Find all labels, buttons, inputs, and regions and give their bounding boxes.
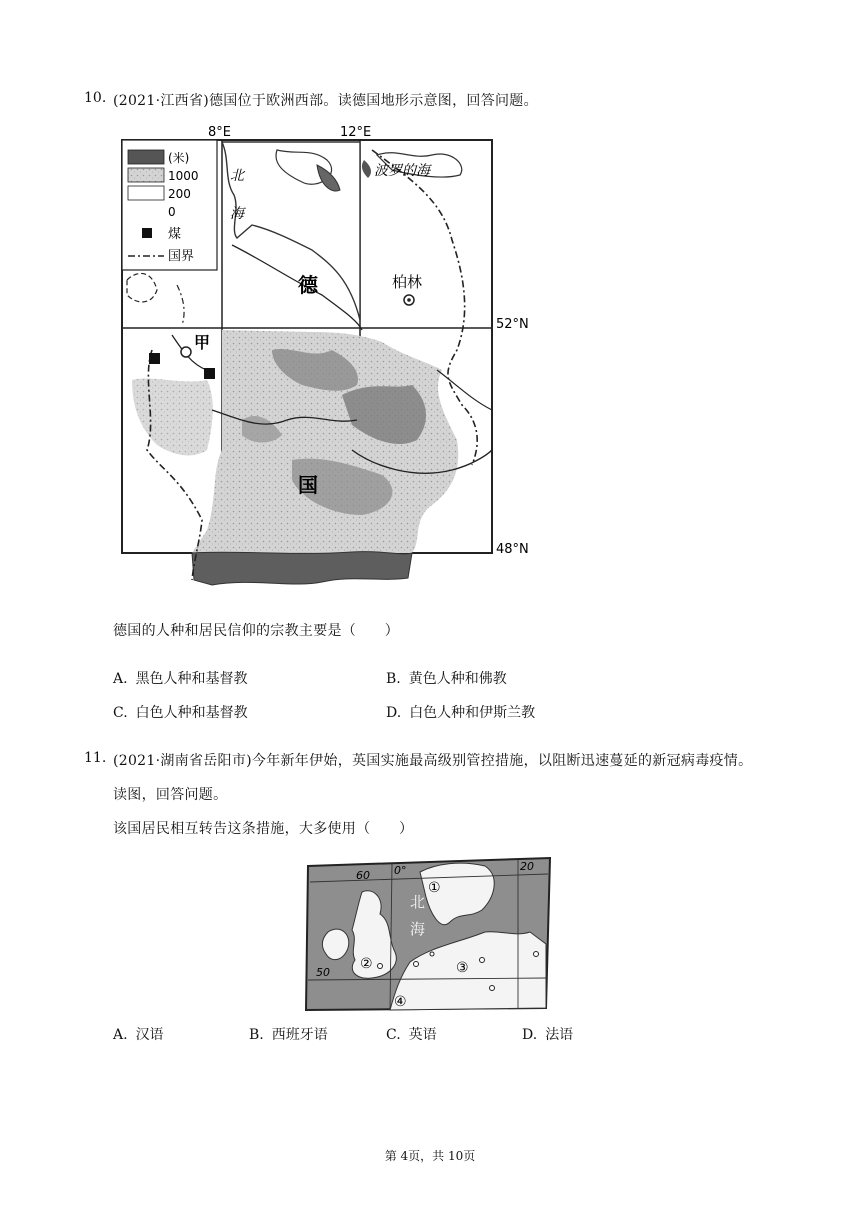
question-11-stem-2: 读图，回答问题。 [113,787,228,803]
marker-1: ① [428,880,441,896]
north-sea-label-2: 海 [230,206,244,222]
q10-option-c[interactable] [113,702,248,722]
coal-mine-icon [204,368,215,379]
marker-4: ④ [394,994,407,1010]
option-letter: C. [386,1027,401,1043]
option-text: 白色人种和基督教 [135,705,248,721]
question-11-stem: (2021·湖南省岳阳市)今年新年伊始，英国实施最高级别管控措施，以阻断迅速蔓延的新冠病毒疫情。 [113,753,753,769]
grid-label-20: 20 [520,860,534,873]
lon-label-8e: 8°E [208,125,231,140]
option-text: 法语 [545,1027,574,1043]
option-letter: D. [386,705,402,721]
country-label-guo: 国 [298,473,318,497]
berlin-label: 柏林 [392,273,423,291]
grid-label-0: 0° [394,864,407,877]
map-legend [122,140,217,270]
option-text: 西班牙语 [271,1027,328,1043]
option-letter: A. [113,671,128,687]
legend-coal: 煤 [168,227,182,242]
q11-option-c[interactable] [386,1024,437,1044]
marker-2: ② [360,956,373,972]
question-10-number: 10. [84,90,107,106]
q10-option-b[interactable] [386,668,507,688]
lon-label-12e: 12°E [340,125,372,140]
marker-3: ③ [456,960,469,976]
question-10-subquestion: 德国的人种和居民信仰的宗教主要是（ ） [113,623,399,639]
question-11-number: 11. [84,750,107,766]
coal-symbol-icon [142,228,152,238]
germany-topographic-map [112,120,552,610]
question-10-stem: (2021·江西省)德国位于欧洲西部。读德国地形示意图，回答问题。 [113,93,538,109]
option-text: 黄色人种和佛教 [408,671,507,687]
north-sea-label-1: 北 [230,168,244,184]
option-text: 汉语 [135,1027,164,1043]
page-footer: 第 4页，共 10页 [384,1149,476,1163]
option-letter: D. [522,1027,538,1043]
country-label-de: 德 [298,273,318,297]
grid-label-60: 60 [356,869,370,882]
lat-label-48n: 48°N [496,542,529,557]
option-letter: C. [113,705,128,721]
option-letter: A. [113,1027,128,1043]
grid-label-50: 50 [316,966,330,979]
jia-marker-icon [181,347,191,357]
legend-elev-200: 200 [168,187,191,201]
option-text: 白色人种和伊斯兰教 [409,705,536,721]
lat-label-52n: 52°N [496,317,529,332]
q11-option-b[interactable] [249,1024,328,1044]
legend-unit: (米) [168,151,190,165]
option-letter: B. [249,1027,264,1043]
baltic-sea-label: 波罗的海 [374,163,430,179]
north-sea-label-2: 海 [410,920,426,938]
jia-label: 甲 [194,333,211,352]
legend-elev-1000: 1000 [168,169,199,183]
q11-option-d[interactable] [522,1024,573,1044]
q10-option-d[interactable] [386,702,535,722]
north-sea-map [300,852,556,1014]
q10-option-a[interactable] [113,668,248,688]
option-letter: B. [386,671,401,687]
legend-border: 国界 [168,249,195,264]
option-text: 英语 [408,1027,437,1043]
coal-mine-icon [149,353,160,364]
q11-option-a[interactable] [113,1024,164,1044]
question-11-subquestion: 该国居民相互转告这条措施，大多使用（ ） [113,821,414,837]
legend-elev-0: 0 [168,205,176,219]
option-text: 黑色人种和基督教 [135,671,248,687]
north-sea-label-1: 北 [410,893,426,911]
